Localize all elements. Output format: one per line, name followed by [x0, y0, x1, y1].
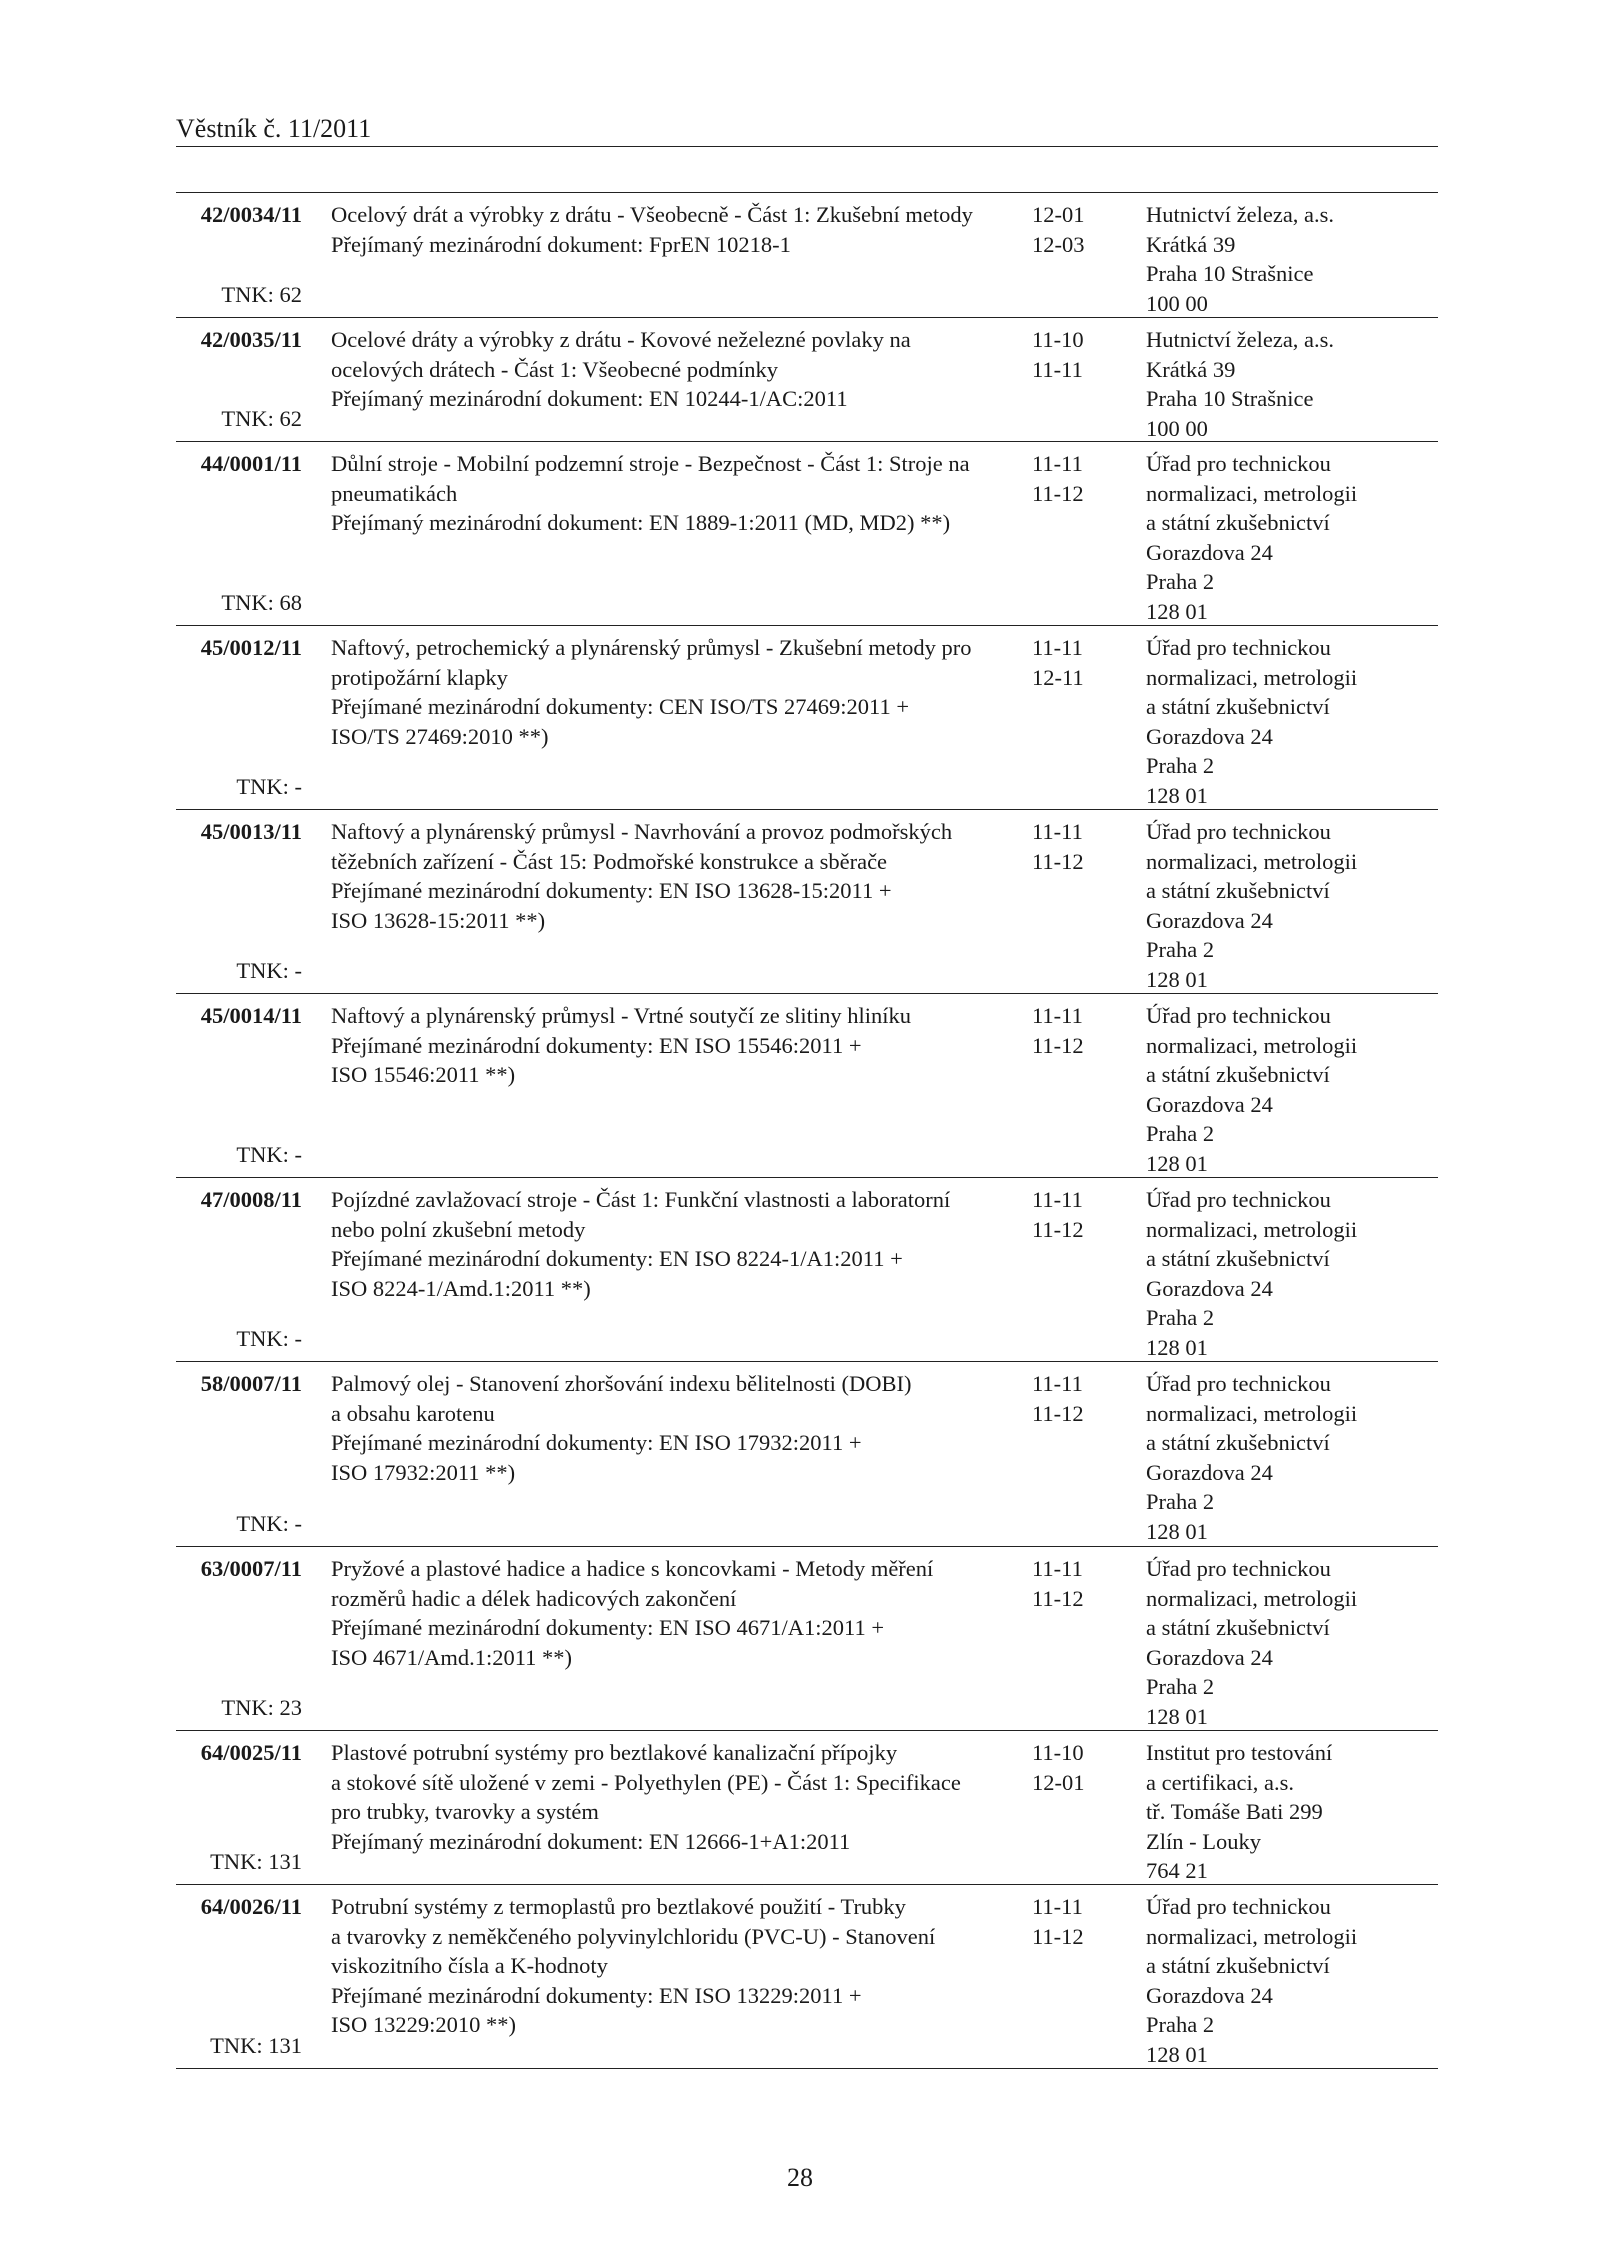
row-org-line: Úřad pro technickou	[1146, 451, 1331, 476]
row-dates-cell	[1032, 200, 1146, 317]
row-title-line: ISO 17932:2011 **)	[331, 1459, 516, 1485]
row-title-line: Přejímané mezinárodní dokumenty: EN ISO 17932:2011 +	[331, 1430, 862, 1455]
row-date: 11-11	[1032, 356, 1083, 382]
row-id-cell	[176, 633, 312, 809]
row-id-cell	[176, 200, 312, 317]
row-title-line: Naftový, petrochemický a plynárenský průmysl - Zkušební metody pro	[331, 635, 972, 660]
row-date: 11-12	[1032, 1585, 1084, 1611]
row-org-line: Praha 10 Strašnice	[1146, 261, 1314, 286]
table-row	[176, 1547, 1438, 1731]
row-tnk: TNK: 68	[221, 589, 302, 615]
row-id-cell	[176, 817, 312, 993]
row-date: 11-12	[1032, 848, 1084, 874]
row-org-line: Praha 2	[1146, 753, 1215, 778]
row-number: 45/0012/11	[200, 635, 302, 660]
row-tnk: TNK: -	[236, 1141, 302, 1167]
row-org-line: a státní zkušebnictví	[1146, 1062, 1330, 1087]
table-row	[176, 1362, 1438, 1547]
row-org-line: Institut pro testování	[1146, 1740, 1333, 1765]
row-tnk: TNK: 23	[221, 1694, 302, 1720]
row-org-line: normalizaci, metrologii	[1146, 1400, 1358, 1426]
row-number: 42/0035/11	[200, 327, 302, 352]
row-org-cell	[1146, 817, 1438, 993]
row-org-line: Praha 2	[1146, 1121, 1215, 1146]
row-title-cell	[312, 1738, 1032, 1884]
row-title-line: ISO 8224-1/Amd.1:2011 **)	[331, 1275, 591, 1301]
row-org-line: Praha 2	[1146, 569, 1215, 594]
row-org-line: normalizaci, metrologii	[1146, 664, 1358, 690]
row-dates-cell	[1032, 1001, 1146, 1177]
row-org-line: a státní zkušebnictví	[1146, 694, 1330, 719]
row-org-line: Gorazdova 24	[1146, 1091, 1273, 1117]
row-dates-cell	[1032, 1185, 1146, 1361]
row-number: 42/0034/11	[200, 202, 302, 227]
row-date: 11-12	[1032, 1400, 1084, 1426]
row-number: 64/0025/11	[200, 1740, 302, 1765]
row-org-line: normalizaci, metrologii	[1146, 1923, 1358, 1949]
row-title-line: viskozitního čísla a K-hodnoty	[331, 1953, 608, 1978]
row-title-cell	[312, 325, 1032, 441]
table-row	[176, 442, 1438, 626]
row-number: 58/0007/11	[200, 1371, 302, 1396]
table-row	[176, 1178, 1438, 1362]
row-title-line: Ocelový drát a výrobky z drátu - Všeobecně - Část 1: Zkušební metody	[331, 202, 973, 227]
row-title-line: pro trubky, tvarovky a systém	[331, 1799, 599, 1824]
row-org-line: normalizaci, metrologii	[1146, 1216, 1358, 1242]
row-org-line: 128 01	[1146, 598, 1208, 624]
row-org-line: Praha 2	[1146, 2012, 1215, 2037]
row-date: 12-01	[1032, 202, 1085, 227]
row-dates-cell	[1032, 633, 1146, 809]
table-row	[176, 626, 1438, 810]
row-org-line: 764 21	[1146, 1858, 1208, 1883]
row-title-line: Přejímané mezinárodní dokumenty: EN ISO 8224-1/A1:2011 +	[331, 1246, 903, 1271]
row-org-line: a státní zkušebnictví	[1146, 1615, 1330, 1640]
row-title-line: Ocelové dráty a výrobky z drátu - Kovové neželezné povlaky na	[331, 327, 911, 352]
row-org-line: Úřad pro technickou	[1146, 1556, 1331, 1581]
page-header	[176, 112, 1438, 147]
row-org-cell	[1146, 449, 1438, 625]
row-title-line: ocelových drátech - Část 1: Všeobecné podmínky	[331, 356, 778, 382]
row-title-cell	[312, 1185, 1032, 1361]
row-title-line: a obsahu karotenu	[331, 1400, 495, 1426]
row-date: 11-11	[1032, 1003, 1083, 1028]
row-title-line: Plastové potrubní systémy pro beztlakové kanalizační přípojky	[331, 1740, 898, 1765]
row-id-cell	[176, 1001, 312, 1177]
row-org-line: a státní zkušebnictví	[1146, 878, 1330, 903]
row-date: 12-01	[1032, 1769, 1085, 1795]
row-date: 11-11	[1032, 1894, 1083, 1919]
row-date: 11-11	[1032, 819, 1083, 844]
row-id-cell	[176, 1554, 312, 1730]
row-date: 11-10	[1032, 327, 1084, 352]
row-title-line: Pryžové a plastové hadice a hadice s koncovkami - Metody měření	[331, 1556, 934, 1581]
row-title-line: rozměrů hadic a délek hadicových zakončení	[331, 1585, 737, 1611]
row-dates-cell	[1032, 1554, 1146, 1730]
row-title-line: Přejímané mezinárodní dokumenty: EN ISO 15546:2011 +	[331, 1032, 862, 1058]
table-row	[176, 994, 1438, 1178]
row-org-line: 100 00	[1146, 415, 1208, 441]
row-title-line: Přejímané mezinárodní dokumenty: EN ISO 4671/A1:2011 +	[331, 1615, 885, 1640]
row-org-line: normalizaci, metrologii	[1146, 480, 1358, 506]
row-tnk: TNK: -	[236, 957, 302, 983]
row-title-line: Důlní stroje - Mobilní podzemní stroje - Bezpečnost - Část 1: Stroje na	[331, 451, 970, 476]
row-org-line: 128 01	[1146, 1150, 1208, 1176]
row-dates-cell	[1032, 1738, 1146, 1884]
row-title-line: ISO 15546:2011 **)	[331, 1062, 516, 1087]
row-org-line: tř. Tomáše Bati 299	[1146, 1799, 1323, 1824]
row-tnk: TNK: -	[236, 773, 302, 799]
row-org-line: 128 01	[1146, 1334, 1208, 1360]
row-dates-cell	[1032, 1369, 1146, 1546]
row-title-line: Potrubní systémy z termoplastů pro beztlakové použití - Trubky	[331, 1894, 906, 1919]
standards-table	[176, 192, 1438, 2069]
row-title-line: Přejímané mezinárodní dokumenty: EN ISO 13229:2011 +	[331, 1982, 862, 2008]
row-title-cell	[312, 1001, 1032, 1177]
row-title-line: a stokové sítě uložené v zemi - Polyethylen (PE) - Část 1: Specifikace	[331, 1769, 961, 1795]
row-org-cell	[1146, 1001, 1438, 1177]
row-org-line: Gorazdova 24	[1146, 723, 1273, 749]
table-row	[176, 810, 1438, 994]
row-date: 11-12	[1032, 480, 1084, 506]
row-title-line: Přejímaný mezinárodní dokument: FprEN 10218-1	[331, 231, 791, 257]
row-dates-cell	[1032, 817, 1146, 993]
row-id-cell	[176, 1738, 312, 1884]
row-title-line: Přejímané mezinárodní dokumenty: CEN ISO/TS 27469:2011 +	[331, 694, 910, 719]
row-title-line: Přejímané mezinárodní dokumenty: EN ISO 13628-15:2011 +	[331, 878, 892, 903]
row-org-cell	[1146, 1554, 1438, 1730]
row-org-line: a státní zkušebnictví	[1146, 1430, 1330, 1455]
row-date: 12-11	[1032, 664, 1084, 690]
row-org-line: normalizaci, metrologii	[1146, 1585, 1358, 1611]
row-date: 11-12	[1032, 1216, 1084, 1242]
row-id-cell	[176, 449, 312, 625]
row-org-line: 128 01	[1146, 2041, 1208, 2067]
row-org-line: Gorazdova 24	[1146, 1644, 1273, 1670]
row-org-cell	[1146, 1369, 1438, 1546]
row-org-cell	[1146, 1738, 1438, 1884]
row-id-cell	[176, 1892, 312, 2068]
row-org-line: Úřad pro technickou	[1146, 635, 1331, 660]
row-title-line: Přejímaný mezinárodní dokument: EN 1889-1:2011 (MD, MD2) **)	[331, 510, 951, 535]
row-number: 64/0026/11	[200, 1894, 302, 1919]
row-org-cell	[1146, 200, 1438, 317]
row-number: 63/0007/11	[200, 1556, 302, 1581]
row-org-line: a státní zkušebnictví	[1146, 1246, 1330, 1271]
row-org-line: Gorazdova 24	[1146, 1982, 1273, 2008]
row-tnk: TNK: 131	[210, 1848, 302, 1874]
table-row	[176, 1885, 1438, 2069]
row-dates-cell	[1032, 1892, 1146, 2068]
row-number: 47/0008/11	[200, 1187, 302, 1212]
row-title-line: Přejímaný mezinárodní dokument: EN 10244-1/AC:2011	[331, 386, 848, 411]
row-date: 11-12	[1032, 1923, 1084, 1949]
row-title-line: Pojízdné zavlažovací stroje - Část 1: Funkční vlastnosti a laboratorní	[331, 1187, 951, 1212]
row-org-line: Praha 2	[1146, 1305, 1215, 1330]
row-org-line: Gorazdova 24	[1146, 539, 1273, 565]
row-id-cell	[176, 325, 312, 441]
row-org-cell	[1146, 325, 1438, 441]
row-dates-cell	[1032, 325, 1146, 441]
journal-title: Věstník č. 11/2011	[176, 114, 372, 143]
row-org-line: Praha 2	[1146, 1489, 1215, 1514]
row-number: 44/0001/11	[200, 451, 302, 476]
row-date: 11-11	[1032, 1371, 1083, 1396]
row-title-line: ISO 13628-15:2011 **)	[331, 907, 546, 933]
row-org-line: 128 01	[1146, 966, 1208, 992]
row-title-cell	[312, 633, 1032, 809]
row-org-line: Úřad pro technickou	[1146, 1187, 1331, 1212]
row-org-line: Krátká 39	[1146, 231, 1236, 257]
row-org-line: 128 01	[1146, 1703, 1208, 1729]
row-date: 11-12	[1032, 1032, 1084, 1058]
row-tnk: TNK: 131	[210, 2032, 302, 2058]
row-title-line: a tvarovky z neměkčeného polyvinylchloridu (PVC-U) - Stanovení	[331, 1923, 936, 1949]
row-title-line: nebo polní zkušební metody	[331, 1216, 586, 1242]
row-number: 45/0014/11	[200, 1003, 302, 1028]
row-id-cell	[176, 1185, 312, 1361]
row-title-line: Naftový a plynárenský průmysl - Vrtné soutyčí ze slitiny hliníku	[331, 1003, 912, 1028]
row-org-line: normalizaci, metrologii	[1146, 848, 1358, 874]
row-title-line: ISO 13229:2010 **)	[331, 2012, 516, 2037]
row-org-line: 100 00	[1146, 290, 1208, 316]
row-title-cell	[312, 449, 1032, 625]
row-date: 11-10	[1032, 1740, 1084, 1765]
row-org-line: 128 01	[1146, 1518, 1208, 1544]
row-org-line: Gorazdova 24	[1146, 1459, 1273, 1485]
row-title-line: Naftový a plynárenský průmysl - Navrhování a provoz podmořských	[331, 819, 953, 844]
row-date: 11-11	[1032, 1187, 1083, 1212]
row-tnk: TNK: 62	[221, 281, 302, 307]
row-title-line: protipožární klapky	[331, 664, 508, 690]
row-title-cell	[312, 1892, 1032, 2068]
row-date: 11-11	[1032, 1556, 1083, 1581]
row-org-line: Praha 2	[1146, 937, 1215, 962]
row-org-cell	[1146, 1185, 1438, 1361]
row-org-line: Gorazdova 24	[1146, 907, 1273, 933]
row-title-line: ISO 4671/Amd.1:2011 **)	[331, 1644, 573, 1670]
row-org-cell	[1146, 633, 1438, 809]
row-org-line: Praha 2	[1146, 1674, 1215, 1699]
row-title-cell	[312, 1554, 1032, 1730]
row-org-line: Gorazdova 24	[1146, 1275, 1273, 1301]
row-date: 12-03	[1032, 231, 1085, 257]
row-tnk: TNK: -	[236, 1325, 302, 1351]
table-row	[176, 1731, 1438, 1885]
table-row	[176, 318, 1438, 442]
row-date: 11-11	[1032, 635, 1083, 660]
row-org-line: Zlín - Louky	[1146, 1828, 1261, 1854]
row-org-line: normalizaci, metrologii	[1146, 1032, 1358, 1058]
row-org-line: Praha 10 Strašnice	[1146, 386, 1314, 411]
row-org-line: Úřad pro technickou	[1146, 1894, 1331, 1919]
row-org-line: Hutnictví železa, a.s.	[1146, 327, 1335, 352]
row-title-line: Přejímaný mezinárodní dokument: EN 12666-1+A1:2011	[331, 1828, 851, 1854]
row-number: 45/0013/11	[200, 819, 302, 844]
row-tnk: TNK: -	[236, 1510, 302, 1536]
row-org-line: a státní zkušebnictví	[1146, 510, 1330, 535]
row-title-cell	[312, 200, 1032, 317]
row-title-line: ISO/TS 27469:2010 **)	[331, 723, 549, 749]
row-org-line: a státní zkušebnictví	[1146, 1953, 1330, 1978]
row-title-cell	[312, 1369, 1032, 1546]
row-org-line: Hutnictví železa, a.s.	[1146, 202, 1335, 227]
table-row	[176, 193, 1438, 318]
row-date: 11-11	[1032, 451, 1083, 476]
row-org-line: Úřad pro technickou	[1146, 1003, 1331, 1028]
row-org-line: a certifikaci, a.s.	[1146, 1769, 1295, 1795]
row-title-cell	[312, 817, 1032, 993]
row-title-line: pneumatikách	[331, 480, 458, 506]
row-title-line: Palmový olej - Stanovení zhoršování indexu bělitelnosti (DOBI)	[331, 1371, 912, 1396]
row-tnk: TNK: 62	[221, 405, 302, 431]
row-org-cell	[1146, 1892, 1438, 2068]
row-dates-cell	[1032, 449, 1146, 625]
row-title-line: těžebních zařízení - Část 15: Podmořské konstrukce a sběrače	[331, 848, 888, 874]
row-org-line: Úřad pro technickou	[1146, 819, 1331, 844]
row-org-line: 128 01	[1146, 782, 1208, 808]
page-number: 28	[787, 2163, 813, 2192]
row-org-line: Krátká 39	[1146, 356, 1236, 382]
row-org-line: Úřad pro technickou	[1146, 1371, 1331, 1396]
row-id-cell	[176, 1369, 312, 1546]
